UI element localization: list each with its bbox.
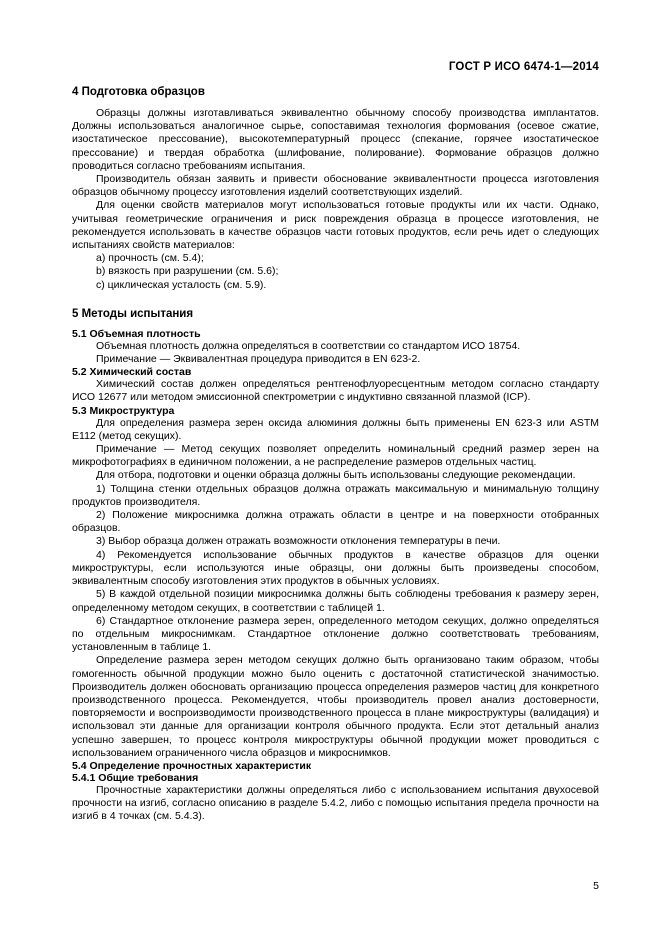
- paragraph: Для оценки свойств материалов могут использоваться готовые продукты или их части. Однако, учитывая геометрические ограничения и риск повреждения образца в процессе изготовления, не рекомендуется использовать в качестве образцов части готовых продуктов, если речь идет о следующих испытаниях свойств материалов:: [72, 199, 599, 252]
- page-header-standard-ref: ГОСТ Р ИСО 6474-1—2014: [448, 61, 599, 73]
- paragraph: Для отбора, подготовки и оценки образца должны быть использованы следующие рекомендации.: [96, 469, 576, 482]
- list-item: 1) Толщина стенки отдельных образцов должна отражать максимальную и минимальную толщину продуктов производителя.: [72, 482, 599, 508]
- paragraph: Для определения размера зерен оксида алюминия должны быть применены EN 623-3 или ASTM E112 (метод секущих).: [72, 416, 599, 442]
- page-number: 5: [593, 880, 599, 892]
- section-heading-4: 4 Подготовка образцов: [72, 86, 205, 98]
- paragraph: Химический состав должен определяться рентгенофлуоресцентным методом согласно стандарту ИСО 12677 или методом эмиссионной спектрометрии с индуктивно связанной плазмой (ICP).: [72, 378, 599, 404]
- paragraph: Образцы должны изготавливаться эквивалентно обычному способу производства имплантатов. Должны использоваться аналогичное сырье, сопоставимая технология формования (осевое сжатие, изостатическое прессование), высокотемпературный процесс (спекание, горячее изостатическое прессование) и твердая обработка (шлифование, полирование). Формование образцов должно проводиться согласно требованиям испытания.: [72, 107, 599, 172]
- list-item: a) прочность (см. 5.4);: [96, 252, 204, 265]
- section-heading-5: 5 Методы испытания: [72, 307, 194, 320]
- list-item: c) циклическая усталость (см. 5.9).: [96, 278, 267, 291]
- list-item: 6) Стандартное отклонение размера зерен, определенного методом секущих, должно определяться по отдельным микроснимкам. Стандартное отклонение должно соответствовать требованиям, установленным в таблице 1.: [72, 614, 599, 654]
- subsection-heading-5-4-1: 5.4.1 Общие требования: [72, 771, 199, 784]
- subsection-heading-5-1: 5.1 Объемная плотность: [72, 327, 201, 340]
- document-body: [72, 86, 599, 824]
- paragraph: Определение размера зерен методом секущих должно быть организовано таким образом, чтобы гомогенность обычной продукции можно было оценить с достаточной статистической значимостью. Производитель должен обосновать организацию процесса определения размеров частиц для конкретного производственного процесса. Рекомендуется, чтобы производитель провел анализ достоверности, повторяемости и воспроизводимости производственного процесса в плане микроструктуры (валидация) и использовал эти данные для организации контроля обычного продукта. Если этот детальный анализ успешно завершен, то процесс контроля микроструктуры обычной продукции может проводиться с использованием ограниченного числа образцов и микроснимков.: [72, 654, 599, 759]
- note: Примечание — Метод секущих позволяет определить номинальный средний размер зерен на микрофотографиях в единичном положении, а не распределение размеров отдельных частиц.: [72, 443, 599, 469]
- paragraph: Производитель обязан заявить и привести обоснование эквивалентности процесса изготовления образцов обычному процессу изготовления изделий соответствующих изделий.: [72, 173, 599, 199]
- note: Примечание — Эквивалентная процедура приводится в EN 623-2.: [96, 353, 421, 366]
- list-item: 4) Рекомендуется использование обычных продуктов в качестве образцов для оценки микроструктуры, если используются иные образцы, они должны быть произведены способом, эквивалентным способу изготовления этих продуктов в обычных условиях.: [72, 548, 599, 588]
- list-item: 2) Положение микроснимка должна отражать области в центре и на поверхности отобранных образцов.: [72, 509, 599, 535]
- list-item: 3) Выбор образца должен отражать возможности отклонения температуры в печи.: [96, 535, 501, 548]
- paragraph: Прочностные характеристики должны определяться либо с использованием испытания двухосевой прочности на изгиб, согласно описанию в разделе 5.4.2, либо с помощью испытания предела прочности на изгиб в 4 точках (см. 5.4.3).: [72, 783, 599, 823]
- list-item: b) вязкость при разрушении (см. 5.6);: [96, 265, 279, 278]
- subsection-heading-5-4: 5.4 Определение прочностных характеристик: [72, 759, 312, 772]
- subsection-heading-5-3: 5.3 Микроструктура: [72, 404, 175, 417]
- list-item: 5) В каждой отдельной позиции микроснимка должны быть соблюдены требования к размеру зерен, определенному методом секущих, в соответствии с таблицей 1.: [72, 588, 599, 614]
- paragraph: Объемная плотность должна определяться в соответствии со стандартом ИСО 18754.: [96, 339, 521, 352]
- subsection-heading-5-2: 5.2 Химический состав: [72, 366, 192, 379]
